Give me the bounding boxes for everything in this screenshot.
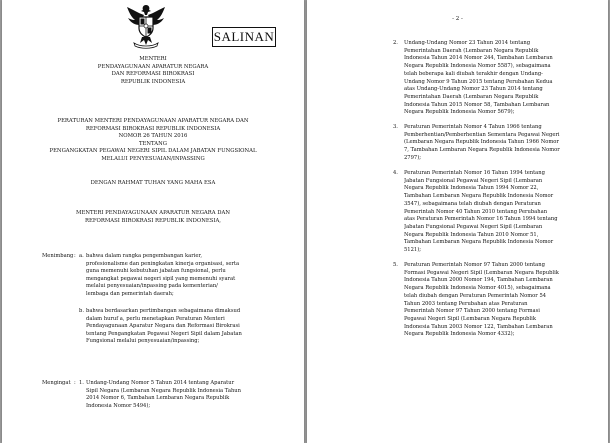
text-line: Indonesia Tahun 2015 Nomor 58, Tambahan Lembaran xyxy=(404,101,550,108)
text-line: melalui penyesuaian/inpassing pada kementerian/ xyxy=(86,283,218,290)
title-line: TENTANG xyxy=(139,140,167,147)
text-line: Tambahan Lembaran Negara Republik Indonesia Nomor xyxy=(404,193,554,200)
text-line: Peraturan Pemerintah Nomor 16 Tahun 1994 tentang xyxy=(404,170,545,176)
item-number: 3. xyxy=(393,124,398,130)
text-line: tentang Pengangkatan Pegawai Negeri Sipil dalam Jabatan xyxy=(86,330,242,337)
text-line: Sipil Negara (Lembaran Negara Republik Indonesia Tahun xyxy=(86,387,241,394)
text-line: Negara Republik Indonesia Nomor 4015), sebagaimana xyxy=(404,285,551,292)
text-line: atas Undang-Undang Nomor 23 Tahun 2014 tentang xyxy=(404,86,543,93)
menimbang-item-b xyxy=(86,308,291,346)
text-line: guna memenuhi kebutuhan jabatan fungsional, perlu xyxy=(86,268,226,275)
text-line: atas Peraturan Pemerintah Nomor 16 Tahun 1994 tentang xyxy=(404,216,558,223)
text-line: Indonesia Nomor 5494); xyxy=(86,402,151,409)
minister-title xyxy=(2,210,304,225)
text-line: Negara Republik Indonesia Nomor 5587), sebagaimana xyxy=(404,63,551,70)
page-number: - 2 - xyxy=(452,16,463,22)
text-line: 5121); xyxy=(404,247,421,254)
text-line: profesionalisme dan peningkatan kinerja organisasi, serta xyxy=(86,260,240,267)
regulation-title xyxy=(2,118,304,164)
title-line: NOMOR 26 TAHUN 2016 xyxy=(118,133,188,140)
text-line: Negara Republik Indonesia Nomor 4332); xyxy=(404,331,515,338)
grace-line: DENGAN RAHMAT TUHAN YANG MAHA ESA xyxy=(90,180,216,186)
item-letter: a. xyxy=(79,253,84,259)
text-line: Negara Republik Indonesia Tahun 2010 Nomor 51, xyxy=(404,231,539,238)
item-text xyxy=(404,170,590,255)
colon: : xyxy=(74,380,76,386)
item-number: 5. xyxy=(393,262,398,268)
text-line: Pemberhentian/Pemberhentian Sementara Pegawai Negeri xyxy=(404,131,560,138)
text-line: Negara Republik Indonesia Tahun 1994 Nomor 22, xyxy=(404,185,539,192)
document-page-2 xyxy=(307,0,608,443)
minister-line: MENTERI PENDAYAGUNAAN APARATUR NEGARA DAN xyxy=(76,210,230,216)
mengingat-label: Mengingat xyxy=(42,380,71,386)
item-text xyxy=(404,124,590,163)
text-line: Tahun 2003 tentang Perubahan atas Peraturan xyxy=(404,300,528,307)
menimbang-item-a xyxy=(86,253,291,299)
garuda-emblem-icon xyxy=(126,3,166,49)
text-line: Pemerintahan Daerah (Lembaran Negara Republik xyxy=(404,93,539,100)
title-line: PERATURAN MENTERI PENDAYAGUNAAN APARATUR NEGARA DAN xyxy=(57,118,249,124)
text-line: Peraturan Pemerintah Nomor 97 Tahun 2000 tentang xyxy=(404,262,545,268)
text-line: telah beberapa kali diubah terakhir dengan Undang- xyxy=(404,70,543,77)
text-line: Pemerintah Nomor 40 Tahun 2010 tentang Perubahan xyxy=(404,208,548,215)
text-line: Fungsional melalui penyesuaian/inpassing; xyxy=(86,338,200,345)
header-line: MENTERI xyxy=(139,56,167,62)
item-number: 4. xyxy=(393,170,398,176)
text-line: Pegawai Negeri Sipil (Lembaran Negara Republik xyxy=(404,315,536,322)
text-line: telah diubah dengan Peraturan Pemerintah Nomor 54 xyxy=(404,292,547,299)
mengingat-item-1 xyxy=(86,380,291,410)
text-line: mengangkat pegawai negeri sipil yang memenuhi syarat xyxy=(86,275,236,282)
text-line: Jabatan Fungsional Pegawai Negeri Sipil (Lembaran xyxy=(404,223,543,230)
text-line: Indonesia Tahun 2000 Nomor 194, Tambahan Lembaran xyxy=(404,277,553,284)
text-line: 3547), sebagaimana telah diubah dengan Peraturan xyxy=(404,200,541,207)
item-text xyxy=(404,262,590,339)
header-line: DAN REFORMASI BIROKRASI xyxy=(111,71,195,78)
text-line: lembaga dan pemerintah daerah; xyxy=(86,290,174,297)
text-line: 2014 Nomor 6, Tambahan Lembaran Negara Republik xyxy=(86,395,230,402)
ministry-header xyxy=(2,56,304,86)
header-line: PENDAYAGUNAAN APARATUR NEGARA xyxy=(97,63,209,70)
item-number: 1. xyxy=(79,380,84,386)
text-line: dalam huruf a, perlu menetapkan Peraturan Menteri xyxy=(86,315,225,322)
text-line: bahwa dalam rangka pengembangan karier, xyxy=(86,253,202,259)
menimbang-label: Menimbang xyxy=(42,253,74,259)
text-line: Pemerintahan Daerah (Lembaran Negara Republik xyxy=(404,47,539,54)
title-line: MELALUI PENYESUAIAN/INPASSING xyxy=(101,155,205,162)
text-line: 7, Tambahan Lembaran Negara Republik Indonesia Nomor xyxy=(404,147,560,154)
header-line: REPUBLIK INDONESIA xyxy=(120,78,186,85)
salinan-stamp: SALINAN xyxy=(212,27,276,47)
text-line: Peraturan Pemerintah Nomor 4 Tahun 1966 tentang xyxy=(404,124,542,130)
text-line: Undang-Undang Nomor 23 Tahun 2014 tentang xyxy=(404,40,531,46)
text-line: bahwa berdasarkan pertimbangan sebagaimana dimaksud xyxy=(86,308,241,314)
document-page-1 xyxy=(2,0,304,443)
minister-line: REFORMASI BIROKRASI REPUBLIK INDONESIA, xyxy=(85,217,221,224)
text-line: Formasi Pegawai Negeri Sipil (Lembaran Negara Republik xyxy=(404,269,559,276)
item-text xyxy=(404,40,590,117)
title-line: REFORMASI BIROKRASI REPUBLIK INDONESIA xyxy=(85,125,221,132)
text-line: Indonesia Tahun 2003 Nomor 122, Tambahan Lembaran xyxy=(404,323,553,330)
colon: : xyxy=(74,253,76,259)
text-line: Undang-Undang Nomor 5 Tahun 2014 tentang Aparatur xyxy=(86,380,235,386)
text-line: Pemerintah Nomor 97 Tahun 2000 tentang Formasi xyxy=(404,308,540,315)
item-letter: b. xyxy=(79,308,84,314)
title-line: PENGANGKATAN PEGAWAI NEGERI SIPIL DALAM JABATAN FUNGSIONAL xyxy=(49,148,257,155)
text-line: Jabatan Fungsional Pegawai Negeri Sipil (Lembaran xyxy=(404,177,543,184)
text-line: Pendayagunaan Aparatur Negara dan Reformasi Birokrasi xyxy=(86,323,240,330)
item-number: 2. xyxy=(393,40,398,46)
text-line: Undang Nomor 9 Tahun 2015 tentang Perubahan Kedua xyxy=(404,78,553,85)
text-line: Tambahan Lembaran Negara Republik Indonesia Nomor xyxy=(404,239,554,246)
text-line: Negara Republik Indonesia Nomor 5679); xyxy=(404,109,515,116)
text-line: (Lembaran Negara Republik Indonesia Tahun 1966 Nomor xyxy=(404,139,559,146)
text-line: 2797); xyxy=(404,154,421,161)
text-line: Indonesia Tahun 2014 Nomor 244, Tambahan Lembaran xyxy=(404,55,553,62)
